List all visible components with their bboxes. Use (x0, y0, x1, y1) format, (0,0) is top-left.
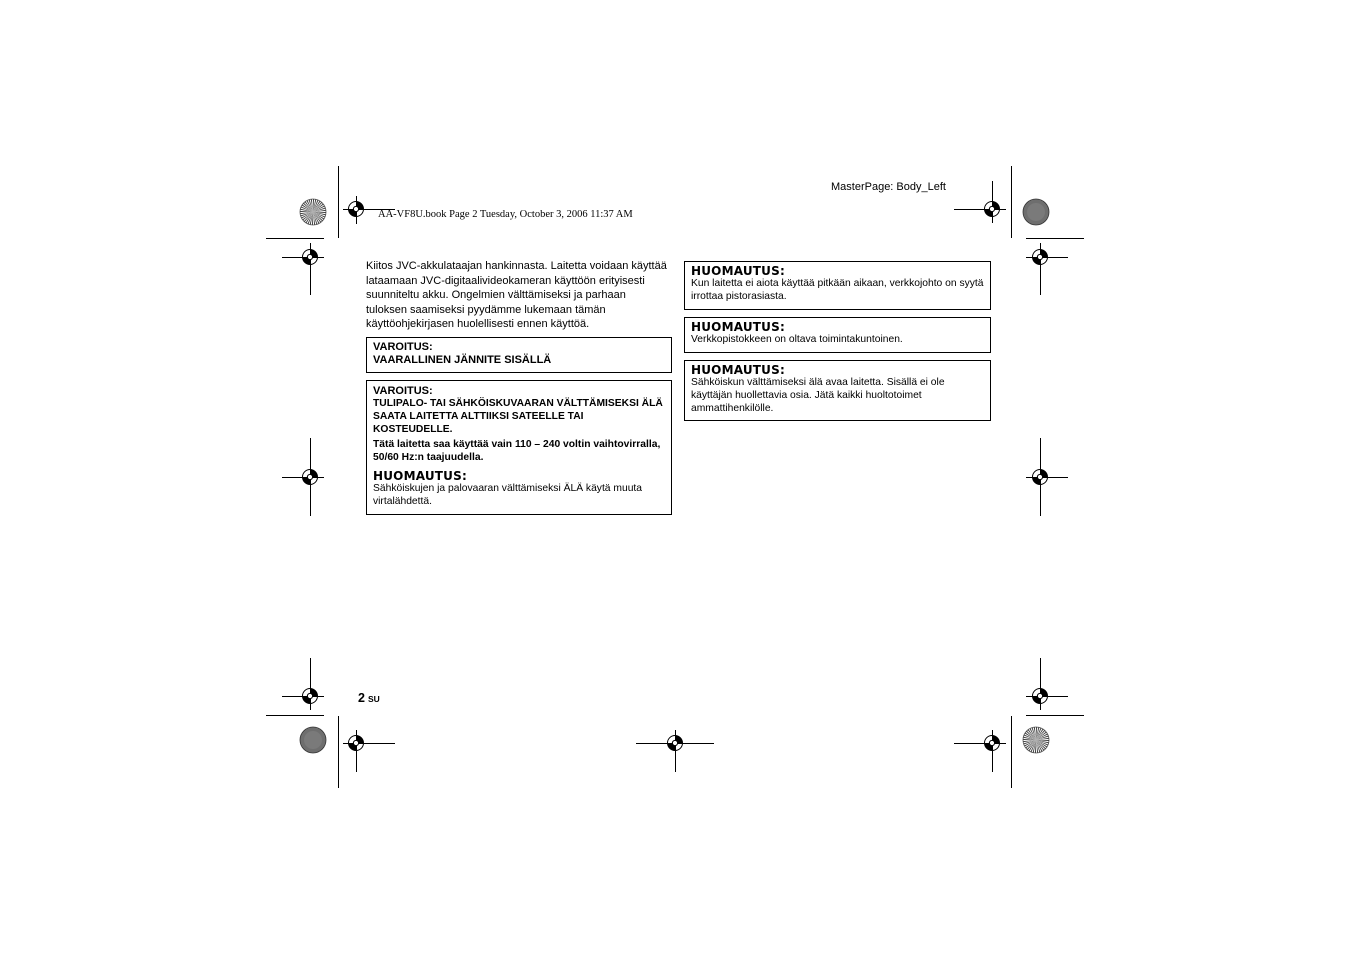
note-title: HUOMAUTUS: (691, 264, 785, 278)
crosshair-target-icon (1030, 247, 1050, 267)
page-number (358, 691, 380, 705)
crop-line (1026, 715, 1084, 716)
page-number-value: 2 (358, 691, 365, 705)
language-code: SU (367, 694, 380, 704)
note-text: Sähköiskujen ja palovaaran välttämiseksi ÄLÄ käytä muuta virtalähdettä. (373, 482, 643, 507)
crop-line (338, 166, 339, 238)
crosshair-target-icon (1030, 686, 1050, 706)
note-text: Verkkopistokkeen on oltava toimintakuntoinen. (691, 334, 903, 345)
warning-title: VAROITUS: (373, 385, 433, 397)
note-box-service (684, 360, 991, 421)
intro-paragraph: Kiitos JVC-akkulataajan hankinnasta. Laitetta voidaan käyttää lataamaan JVC-digitaalivideokameran käyttöön erityisesti suunniteltu akku. Ongelmien välttämiseksi ja parhaan tuloksen saamiseksi pyydämme lukemaan tämän käyttöohjekirjasen huolellisesti ennen käyttöä. (366, 260, 667, 331)
crosshair-target-icon (982, 199, 1002, 219)
crosshair-target-icon (300, 247, 320, 267)
crop-line (1011, 166, 1012, 238)
warning-voltage-text: Tätä laitetta saa käyttää vain 110 – 240 voltin vaihtovirralla, 50/60 Hz:n taajuudella. (373, 439, 661, 464)
note-box-plug (684, 317, 991, 353)
warning-box-fire (366, 380, 672, 515)
crosshair-target-icon (982, 733, 1002, 753)
gray-disc-icon (1022, 198, 1050, 226)
radial-sunburst-icon (299, 198, 327, 226)
note-text: Sähköiskun välttämiseksi älä avaa laitetta. Sisällä ei ole käyttäjän huollettavia osia. Jätä kaikki huoltotoimet ammattihenkilölle. (691, 377, 945, 414)
crop-line (338, 716, 339, 788)
crosshair-target-icon (346, 733, 366, 753)
crop-line (1026, 238, 1084, 239)
crosshair-target-icon (300, 467, 320, 487)
crosshair-target-icon (665, 733, 685, 753)
note-text: Kun laitetta ei aiota käyttää pitkään aikaan, verkkojohto on syytä irrottaa pistorasiasta. (691, 278, 984, 302)
warning-fire-text: TULIPALO- TAI SÄHKÖISKUVAARAN VÄLTTÄMISEKSI ÄLÄ SAATA LAITETTA ALTTIIKSI SATEELLE TAI KOSTEUDELLE. (373, 398, 663, 435)
note-box-unplug (684, 261, 991, 310)
radial-sunburst-icon (1022, 726, 1050, 754)
crosshair-target-icon (346, 199, 366, 219)
note-title: HUOMAUTUS: (373, 468, 467, 483)
crop-line (1011, 716, 1012, 788)
masterpage-label: MasterPage: Body_Left (831, 181, 946, 193)
warning-box-voltage (366, 337, 672, 373)
crosshair-target-icon (300, 686, 320, 706)
warning-text: VAARALLINEN JÄNNITE SISÄLLÄ (373, 354, 552, 366)
crosshair-target-icon (1030, 467, 1050, 487)
warning-title: VAROITUS: (373, 341, 433, 353)
crop-line (266, 238, 324, 239)
note-title: HUOMAUTUS: (691, 320, 785, 334)
gray-disc-icon (299, 726, 327, 754)
crop-line (266, 715, 324, 716)
book-info-line: AA-VF8U.book Page 2 Tuesday, October 3, 2006 11:37 AM (378, 209, 633, 220)
note-title: HUOMAUTUS: (691, 363, 785, 377)
